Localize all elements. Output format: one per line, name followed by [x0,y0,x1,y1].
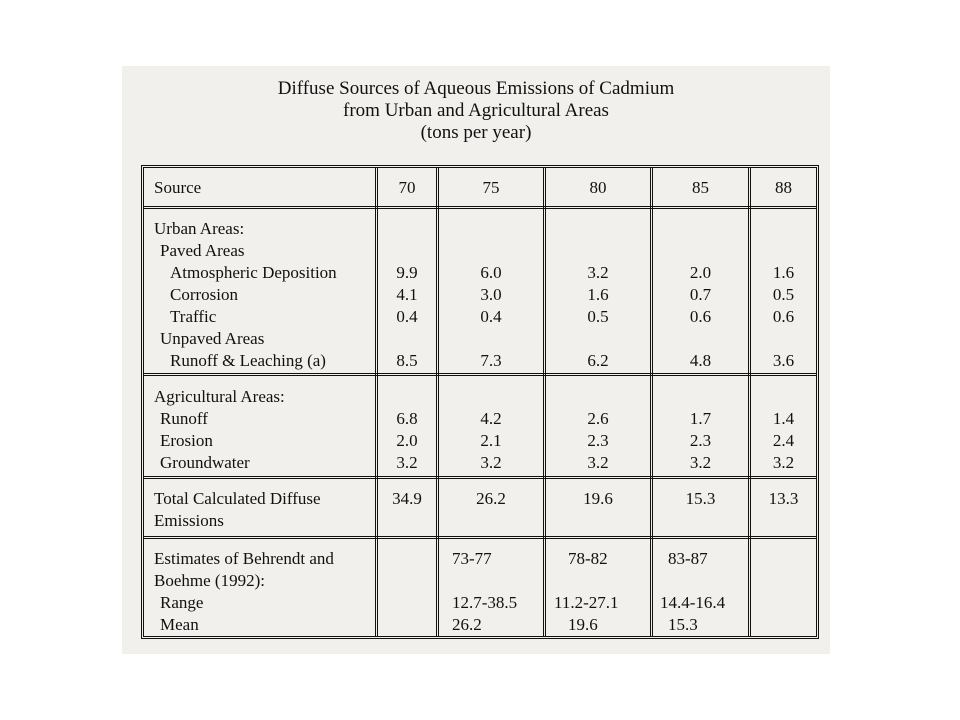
period-label: 78-82 [568,549,608,568]
cell-value: 2.0 [689,263,712,282]
row-divider [144,373,816,376]
subsection-heading: Unpaved Areas [160,329,265,348]
row-label: Runoff & Leaching (a) [170,351,326,370]
row-label: Total Calculated Diffuse [154,489,321,508]
row-label: Runoff [160,409,208,428]
cell-value: 26.2 [452,615,482,634]
cell-value: 6.8 [396,409,418,428]
cell-value: 2.4 [772,431,795,450]
row-label: Groundwater [160,453,250,472]
period-label: 73-77 [452,549,492,568]
cell-value: 9.9 [396,263,418,282]
header-year: 80 [589,178,607,197]
cell-value: 19.6 [568,615,598,634]
cell-value: 34.9 [392,489,422,508]
header-year: 88 [775,178,792,197]
cell-value: 4.2 [480,409,502,428]
cell-value: 19.6 [583,489,613,508]
section-heading: Urban Areas: [154,219,245,238]
cell-value: 4.8 [689,351,712,370]
cell-value: 0.6 [772,307,795,326]
table-title-line-1: Diffuse Sources of Aqueous Emissions of Cadmium [277,78,675,99]
column-divider [375,168,378,636]
cell-value: 2.3 [689,431,712,450]
cell-value: 2.3 [587,431,609,450]
row-label: Estimates of Behrendt and [154,549,334,568]
row-label: Corrosion [170,285,238,304]
cell-value: 0.4 [480,307,502,326]
cell-value: 2.6 [587,409,609,428]
period-label: 83-87 [668,549,708,568]
cell-value: 2.1 [480,431,502,450]
column-divider [650,168,653,636]
row-divider [144,536,816,539]
row-label: Mean [160,615,199,634]
cell-value: 4.1 [396,285,418,304]
cell-value: 12.7-38.5 [452,593,518,612]
cell-value: 3.2 [587,263,609,282]
cell-value: 8.5 [396,351,418,370]
scanned-table-image [122,66,830,654]
cell-value: 13.3 [768,489,799,508]
cell-value: 11.2-27.1 [554,593,619,612]
column-divider [436,168,439,636]
cell-value: 14.4-16.4 [660,593,726,612]
row-label: Erosion [160,431,213,450]
cell-value: 3.2 [587,453,609,472]
row-label: Traffic [170,307,217,326]
cell-value: 3.2 [772,453,795,472]
cell-value: 3.2 [689,453,712,472]
row-label: Emissions [154,511,224,530]
column-divider [748,168,751,636]
row-label: Boehme (1992): [154,571,265,590]
cell-value: 0.6 [689,307,712,326]
section-heading: Agricultural Areas: [154,387,285,406]
cell-value: 0.5 [587,307,609,326]
cell-value: 15.3 [685,489,716,508]
row-divider [144,476,816,479]
cell-value: 1.6 [587,285,609,304]
cell-value: 6.0 [480,263,502,282]
header-source: Source [154,178,202,197]
cell-value: 3.2 [480,453,502,472]
cell-value: 0.7 [689,285,712,304]
row-label: Atmospheric Deposition [170,263,337,282]
table-title-line-2: from Urban and Agricultural Areas [343,100,609,121]
column-divider [543,168,546,636]
cell-value: 26.2 [476,489,506,508]
cell-value: 3.2 [396,453,418,472]
cell-value: 3.0 [480,285,502,304]
cell-value: 2.0 [396,431,418,450]
subsection-heading: Paved Areas [160,241,245,260]
header-year: 75 [482,178,500,197]
emissions-table [141,165,819,639]
header-year: 85 [692,178,709,197]
table-title-line-3: (tons per year) [420,122,532,143]
row-label: Range [160,593,204,612]
cell-value: 1.6 [772,263,795,282]
cell-value: 3.6 [772,351,795,370]
cell-value: 0.4 [396,307,418,326]
header-year: 70 [398,178,416,197]
cell-value: 7.3 [480,351,502,370]
cell-value: 0.5 [772,285,795,304]
row-divider [144,206,816,209]
cell-value: 1.4 [772,409,795,428]
cell-value: 1.7 [689,409,712,428]
cell-value: 6.2 [587,351,609,370]
cell-value: 15.3 [668,615,698,634]
